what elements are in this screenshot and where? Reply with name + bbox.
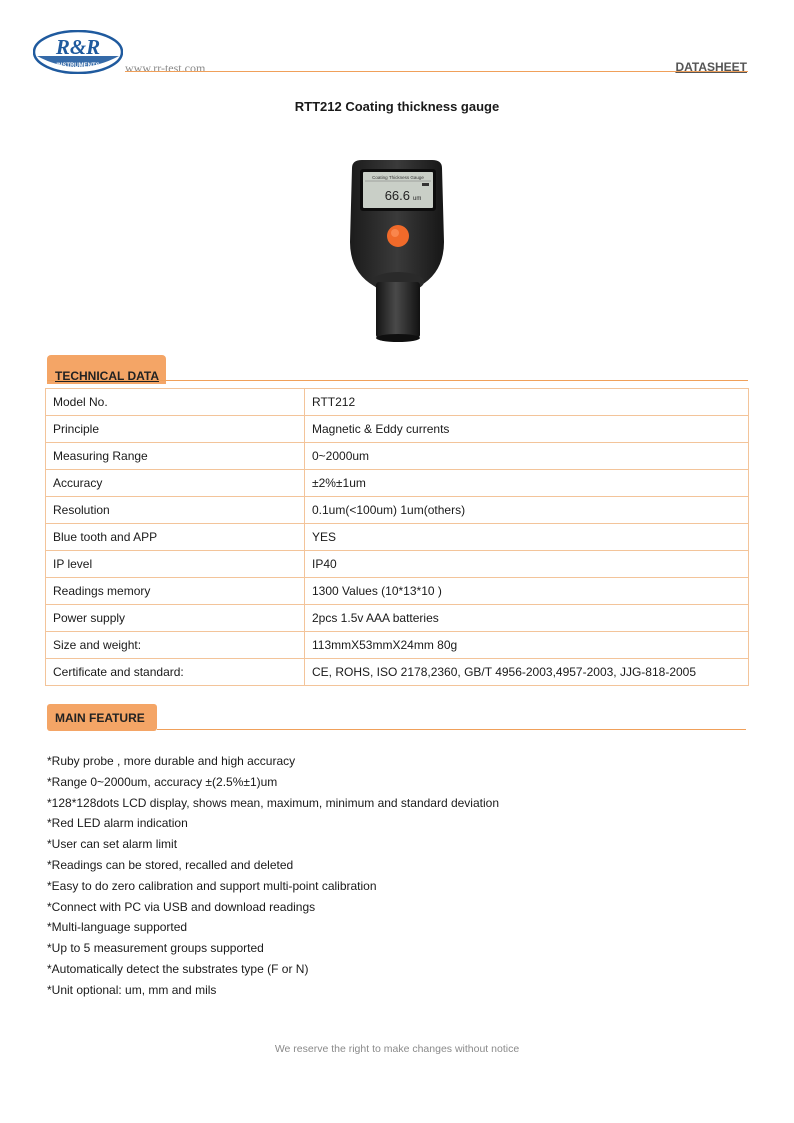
table-row — [46, 443, 749, 470]
logo-text: R&R — [55, 35, 101, 59]
spec-value: 1300 Values (10*13*10 ) — [305, 578, 749, 605]
spec-label: Certificate and standard: — [46, 659, 305, 686]
spec-value: RTT212 — [305, 389, 749, 416]
table-row — [46, 632, 749, 659]
spec-label: Measuring Range — [46, 443, 305, 470]
table-row — [46, 524, 749, 551]
spec-value: YES — [305, 524, 749, 551]
device-screen-caption: Coating Thickness Gauge — [372, 175, 424, 180]
spec-label: Size and weight: — [46, 632, 305, 659]
device-button-icon — [387, 225, 409, 247]
features-heading: MAIN FEATURE — [55, 711, 145, 725]
spec-value: 0~2000um — [305, 443, 749, 470]
page-title: RTT212 Coating thickness gauge — [294, 99, 500, 114]
list-item: *Ruby probe , more durable and high accuracy — [47, 754, 296, 768]
doc-type-label: DATASHEET — [675, 60, 747, 74]
spec-label: Principle — [46, 416, 305, 443]
list-item: *Automatically detect the substrates type (F or N) — [47, 961, 309, 976]
spec-value: ±2%±1um — [305, 470, 749, 497]
spec-label: Blue tooth and APP — [46, 524, 305, 551]
spec-label: Accuracy — [46, 470, 305, 497]
spec-value: 113mmX53mmX24mm 80g — [305, 632, 749, 659]
device-screen-reading: 66.6 — [384, 188, 410, 203]
list-item: *Readings can be stored, recalled and deleted — [47, 857, 294, 872]
table-row — [46, 497, 749, 524]
list-item: *Unit optional: um, mm and mils — [47, 982, 217, 997]
list-item: *Up to 5 measurement groups supported — [47, 941, 264, 956]
spec-value: CE, ROHS, ISO 2178,2360, GB/T 4956-2003,4957-2003, JJG-818-2005 — [305, 659, 749, 686]
spec-label: Readings memory — [46, 578, 305, 605]
list-item: *128*128dots LCD display, shows mean, maximum, minimum and standard deviation — [47, 795, 499, 810]
website-link[interactable]: www.rr-test.com — [125, 61, 206, 75]
feature-list — [47, 751, 499, 1001]
table-row — [46, 470, 749, 497]
spec-value: 2pcs 1.5v AAA batteries — [305, 605, 749, 632]
list-item: *Range 0~2000um, accuracy ±(2.5%±1)um — [47, 774, 278, 789]
table-row — [46, 659, 749, 686]
logo-subtext: INSTRUMENTS — [56, 63, 100, 69]
footer-note: We reserve the right to make changes without notice — [274, 1043, 520, 1055]
list-item: *User can set alarm limit — [47, 837, 178, 852]
spec-label: Power supply — [46, 605, 305, 632]
spec-label: Model No. — [46, 389, 305, 416]
rr-instruments-logo — [33, 30, 123, 74]
technical-heading: TECHNICAL DATA — [55, 369, 159, 383]
table-row — [46, 578, 749, 605]
technical-data-table — [45, 388, 749, 686]
list-item: *Red LED alarm indication — [47, 816, 188, 831]
technical-divider — [47, 380, 748, 381]
section-tab-main-feature — [47, 704, 157, 731]
spec-label: Resolution — [46, 497, 305, 524]
header-divider — [125, 71, 748, 72]
spec-value: Magnetic & Eddy currents — [305, 416, 749, 443]
features-divider — [157, 729, 746, 730]
table-row — [46, 605, 749, 632]
table-row — [46, 551, 749, 578]
table-row — [46, 416, 749, 443]
list-item: *Multi-language supported — [47, 920, 188, 935]
spec-value: IP40 — [305, 551, 749, 578]
table-row — [46, 389, 749, 416]
list-item: *Connect with PC via USB and download readings — [47, 899, 316, 914]
spec-label: IP level — [46, 551, 305, 578]
spec-value: 0.1um(<100um) 1um(others) — [305, 497, 749, 524]
device-screen-unit: um — [413, 196, 422, 202]
list-item: *Easy to do zero calibration and support multi-point calibration — [47, 878, 377, 893]
gauge-product-image — [338, 160, 456, 342]
